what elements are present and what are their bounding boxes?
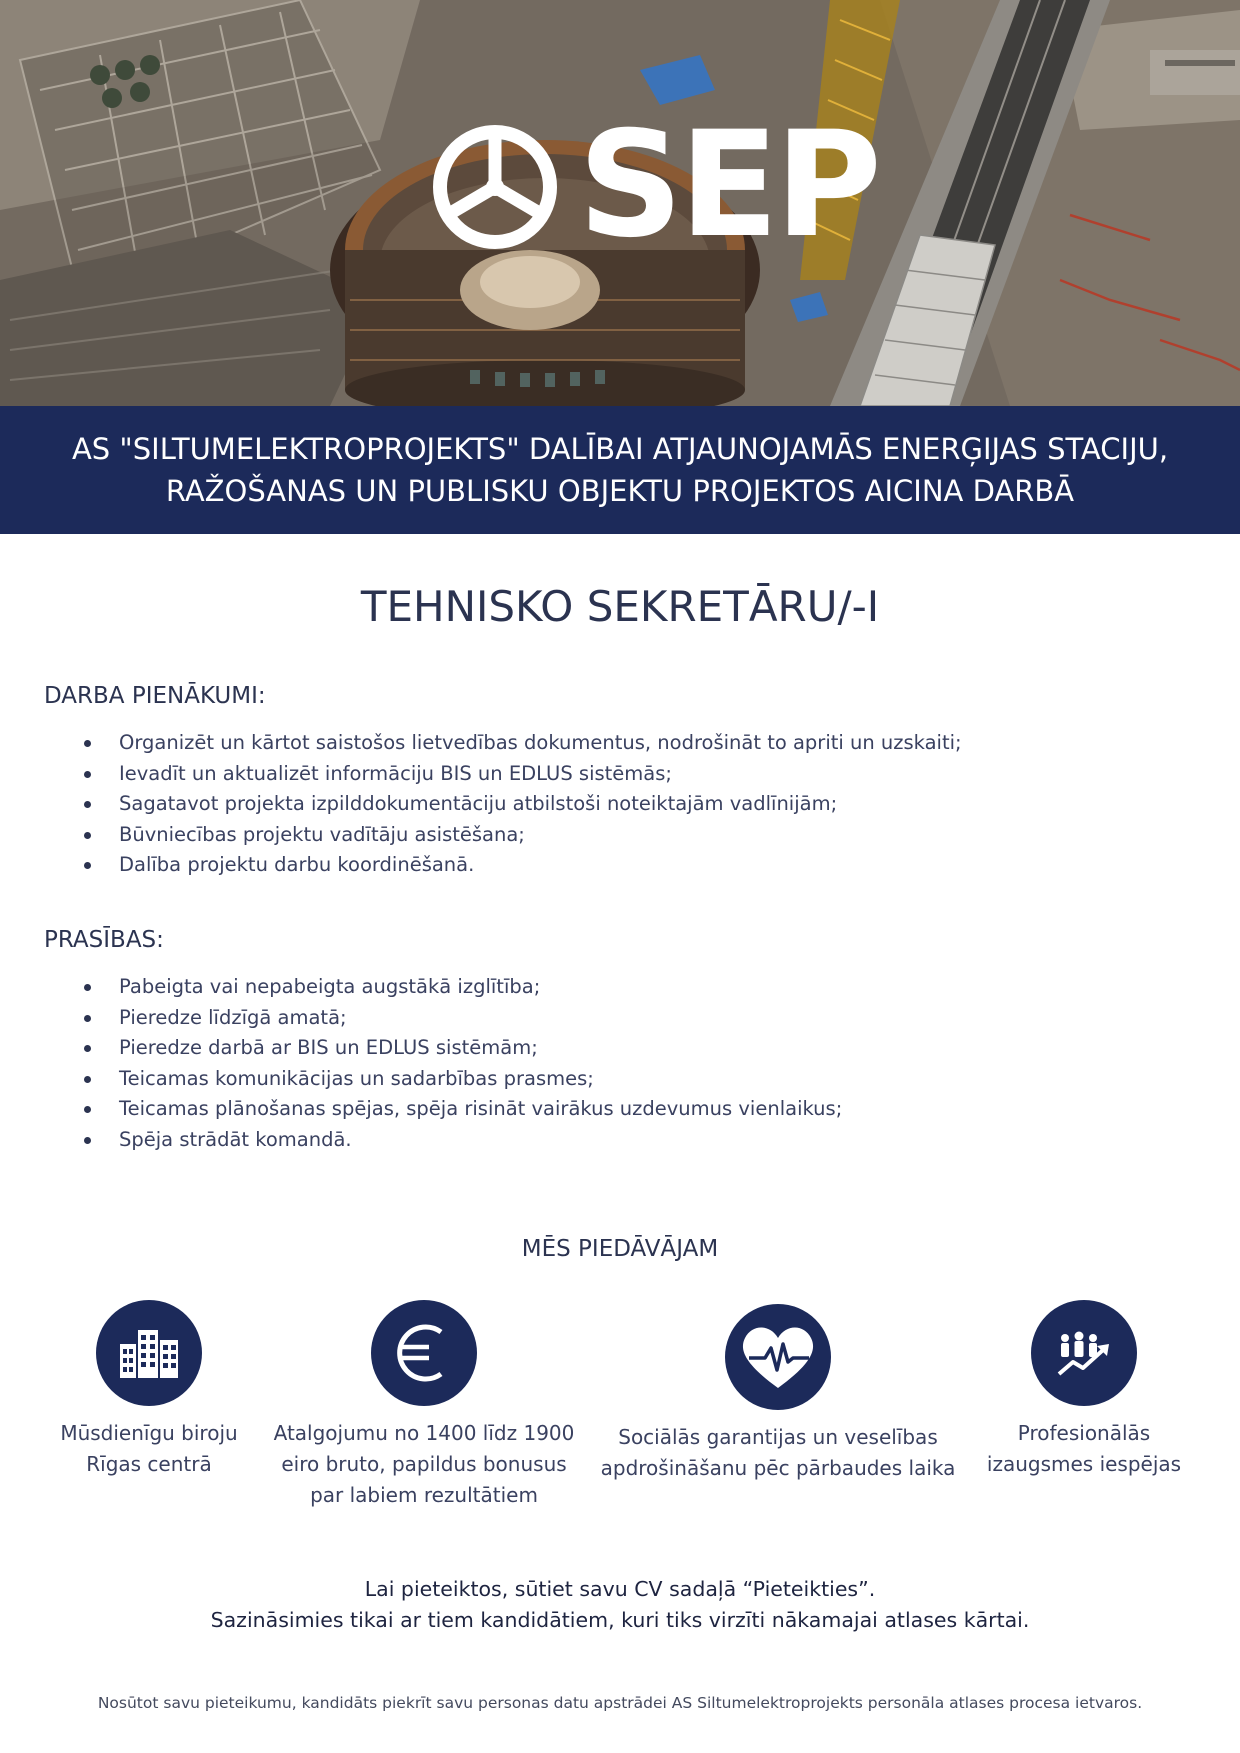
benefit-icon-circle xyxy=(371,1300,477,1406)
list-item: Dalība projektu darbu koordinēšanā. xyxy=(84,850,962,881)
euro-icon xyxy=(371,1300,477,1406)
job-title: TEHNISKO SEKRETĀRU/-I xyxy=(360,582,880,631)
requirements-heading: PRASĪBAS: xyxy=(44,927,164,953)
duties-heading: DARBA PIENĀKUMI: xyxy=(44,683,266,709)
benefit-icon-circle xyxy=(1031,1300,1137,1406)
hero-construction-photo xyxy=(0,0,1240,406)
list-item: Pieredze līdzīgā amatā; xyxy=(84,1003,842,1034)
benefit-salary xyxy=(268,1300,580,1511)
list-item: Pieredze darbā ar BIS un EDLUS sistēmām; xyxy=(84,1033,842,1064)
list-item: Pabeigta vai nepabeigta augstākā izglītība; xyxy=(84,972,842,1003)
requirements-list xyxy=(84,972,842,1155)
benefit-growth xyxy=(976,1300,1192,1480)
banner-line-1: AS "SILTUMELEKTROPROJEKTS" DALĪBAI ATJAUNOJAMĀS ENERĢIJAS STACIJU, xyxy=(71,432,1169,466)
list-item: Teicamas komunikācijas un sadarbības prasmes; xyxy=(84,1064,842,1095)
banner-line-2: RAŽOŠANAS UN PUBLISKU OBJEKTU PROJEKTOS AICINA DARBĀ xyxy=(165,474,1075,508)
benefit-icon-circle xyxy=(725,1304,831,1410)
sep-logo xyxy=(430,100,878,270)
data-consent-note: Nosūtot savu pieteikumu, kandidāts piekrīt savu personas datu apstrādei AS Siltumelektroprojekts personāla atlases procesa ietvaros. xyxy=(97,1694,1143,1712)
logo-wordmark: SEP xyxy=(578,100,878,270)
list-item: Ievadīt un aktualizēt informāciju BIS un EDLUS sistēmās; xyxy=(84,759,962,790)
office-buildings-icon xyxy=(96,1300,202,1406)
company-banner xyxy=(0,406,1240,534)
apply-line-1: Lai pieteiktos, sūtiet savu CV sadaļā “Pieteikties”. xyxy=(364,1577,876,1601)
list-item: Organizēt un kārtot saistošos lietvedības dokumentus, nodrošināt to apriti un uzskaiti; xyxy=(84,728,962,759)
duties-list xyxy=(84,728,962,881)
list-item: Sagatavot projekta izpilddokumentāciju atbilstoši noteiktajām vadlīnijām; xyxy=(84,789,962,820)
benefit-caption: Sociālās garantijas un veselības apdrošināšanu pēc pārbaudes laika xyxy=(600,1425,956,1480)
benefit-caption: Atalgojumu no 1400 līdz 1900 eiro bruto, papildus bonusus par labiem rezultātiem xyxy=(273,1421,575,1507)
offer-heading: MĒS PIEDĀVĀJAM xyxy=(521,1236,719,1262)
people-growth-icon xyxy=(1031,1300,1137,1406)
list-item: Būvniecības projektu vadītāju asistēšana; xyxy=(84,820,962,851)
heart-pulse-icon xyxy=(725,1304,831,1410)
benefit-caption: Mūsdienīgu biroju Rīgas centrā xyxy=(60,1421,238,1476)
circle-tri-spoke-logo-icon xyxy=(430,122,560,252)
list-item: Spēja strādāt komandā. xyxy=(84,1125,842,1156)
benefit-caption: Profesionālās izaugsmes iespējas xyxy=(986,1421,1182,1476)
list-item: Teicamas plānošanas spējas, spēja risināt vairākus uzdevumus vienlaikus; xyxy=(84,1094,842,1125)
apply-instructions xyxy=(0,1574,1240,1636)
benefit-office xyxy=(44,1300,254,1480)
benefit-insurance xyxy=(590,1304,966,1484)
apply-line-2: Sazināsimies tikai ar tiem kandidātiem, kuri tiks virzīti nākamajai atlases kārtai. xyxy=(210,1608,1030,1632)
benefit-icon-circle xyxy=(96,1300,202,1406)
